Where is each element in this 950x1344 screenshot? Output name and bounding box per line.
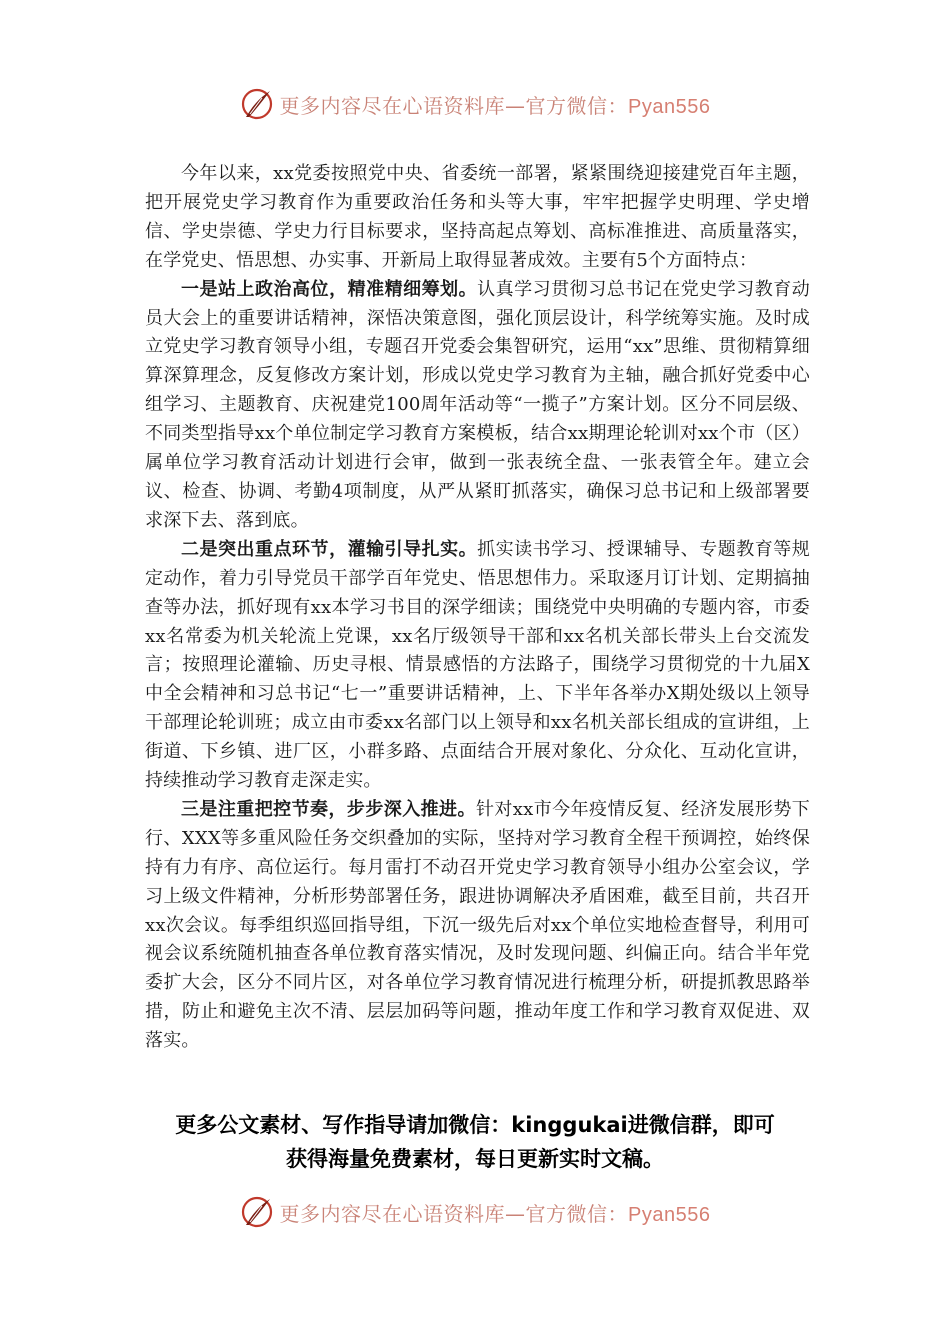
promo-block	[0, 1108, 950, 1176]
section-heading-3: 三是注重把控节奏，步步深入推进。	[181, 798, 476, 820]
footer-banner	[0, 1192, 950, 1232]
section-heading-1: 一是站上政治高位，精准精细筹划。	[181, 278, 478, 300]
banner-text	[280, 90, 711, 119]
section-body-1: 认真学习贯彻习总书记在党史学习教育动员大会上的重要讲话精神，深悟决策意图，强化顶层设计，科学统筹实施。及时成立党史学习教育领导小组，专题召开党委会集智研究，运用“xx”思维、贯彻精算细算深算理念，反复修改方案计划，形成以党史学习教育为主轴，融合抓好党委中心组学习、主题教育、庆祝建党100周年活动等“一揽子”方案计划。区分不同层级、不同类型指导xx个单位制定学习教育方案模板，结合xx期理论轮训对xx个市（区）属单位学习教育活动计划进行会审，做到一张表统全盘、一张表管全年。建立会议、检查、协调、考勤4项制度，从严从紧盯抓落实，确保习总书记和上级部署要求深下去、落到底。	[145, 278, 810, 531]
promo-line-1: 更多公文素材、写作指导请加微信：kinggukai进微信群，即可	[175, 1113, 775, 1137]
quill-pen-icon	[240, 1195, 274, 1229]
section-paragraph-1	[145, 276, 810, 536]
article-body	[145, 160, 810, 1056]
section-body-2: 抓实读书学习、授课辅导、专题教育等规定动作，着力引导党员干部学百年党史、悟思想伟力。采取逐月订计划、定期搞抽查等办法，抓好现有xx本学习书目的深学细读；围绕党中央明确的专题内容，市委xx名常委为机关轮流上党课，xx名厅级领导干部和xx名机关部长带头上台交流发言；按照理论灌输、历史寻根、情景感悟的方法路子，围绕学习贯彻党的十九届X中全会精神和习总书记“七一”重要讲话精神，上、下半年各举办X期处级以上领导干部理论轮训班；成立由市委xx名部门以上领导和xx名机关部长组成的宣讲组，上街道、下乡镇、进厂区，小群多路、点面结合开展对象化、分众化、互动化宣讲，持续推动学习教育走深走实。	[145, 538, 810, 792]
section-body-3: 针对xx市今年疫情反复、经济发展形势下行、XXX等多重风险任务交织叠加的实际，坚持对学习教育全程干预调控，始终保持有力有序、高位运行。每月雷打不动召开党史学习教育领导小组办公室会议，学习上级文件精神，分析形势部署任务，跟进协调解决矛盾困难，截至目前，共召开xx次会议。每季组织巡回指导组，下沉一级先后对xx个单位实地检查督导，利用可视会议系统随机抽查各单位教育落实情况，及时发现问题、纠偏正向。结合半年党委扩大会，区分不同片区，对各单位学习教育情况进行梳理分析，研提抓教思路举措，防止和避免主次不清、层层加码等问题，推动年度工作和学习教育双促进、双落实。	[145, 798, 810, 1052]
intro-paragraph: 今年以来，xx党委按照党中央、省委统一部署，紧紧围绕迎接建党百年主题，把开展党史学习教育作为重要政治任务和头等大事，牢牢把握学史明理、学史增信、学史崇德、学史力行目标要求，坚持高起点筹划、高标准推进、高质量落实，在学党史、悟思想、办实事、开新局上取得显著成效。主要有5个方面特点：	[145, 163, 810, 271]
banner-title: 更多内容尽在心语资料库—官方微信：	[279, 93, 629, 118]
section-paragraph-2	[145, 536, 810, 796]
promo-line-2: 获得海量免费素材，每日更新实时文稿。	[286, 1147, 664, 1171]
quill-pen-icon	[240, 87, 274, 121]
section-paragraph-3	[145, 796, 810, 1056]
section-heading-2: 二是突出重点环节，灌输引导扎实。	[181, 538, 478, 560]
header-banner	[0, 84, 950, 124]
banner-title: 更多内容尽在心语资料库—官方微信：	[279, 1201, 629, 1226]
banner-wechat-id: Pyan556	[628, 1203, 711, 1226]
banner-wechat-id: Pyan556	[628, 95, 711, 118]
banner-text	[280, 1198, 711, 1227]
